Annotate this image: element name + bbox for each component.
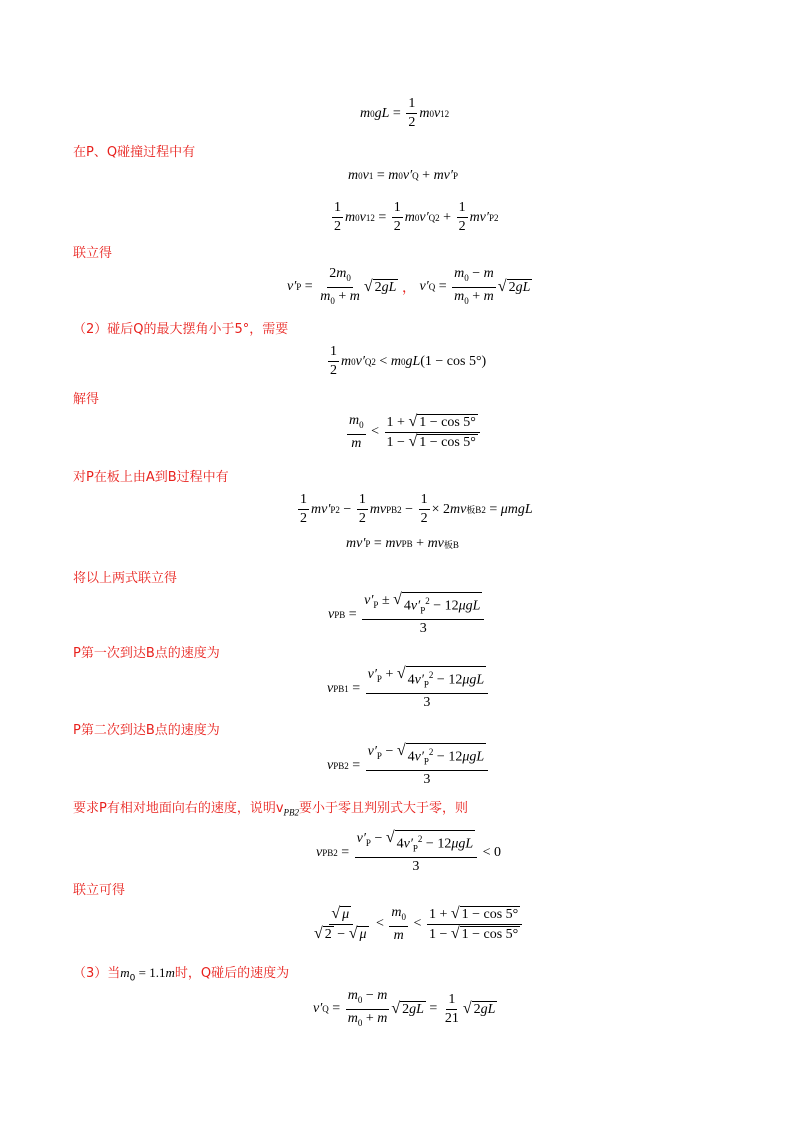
text-p-on-board: 对P在板上由A到B过程中有 <box>73 470 229 485</box>
equation-final-range: √ μ √ 2 − √ μ < $\frac{m_0}{m}$ < 1 + √ 1 − cos 5° 1 − √ 1 − cos 5° <box>310 905 524 944</box>
text-part3: （3）当$m_0 = 1.1m$时，Q碰后的速度为 <box>73 965 290 984</box>
equation-energy-board: $\frac{1}{2}$ mv′ P 2 − $\frac{1}{2}$ mv PB 2 − $\frac{1}{2}$ × 2 mv 板B 2 = μmgL <box>300 492 533 526</box>
equation-velocities: v′ P = $\frac{2m_0}{m_0 + m}$ √ 2gL ， v′ Q = $\frac{m_0 - m}{m_0 + m}$ √ 2gL <box>287 266 531 306</box>
equation-momentum-board: mv′ P = mv PB + mv 板B <box>346 536 459 551</box>
equation-energy-collision: $\frac{1}{2}$ m 0 v 1 2 = $\frac{1}{2}$ m 0 v′ Q 2 + $\frac{1}{2}$ mv′ P 2 <box>334 200 499 234</box>
equation-vpb1: v PB1 = $v'_P$ + √ $4v'_P^2 - 12\mu gL$ 3 <box>327 666 490 711</box>
equation-vpb2: v PB2 = $v'_P$ − √ $4v'_P^2 - 12\mu gL$ 3 <box>327 743 490 788</box>
equation-momentum: m 0 v 1 = m 0 v′ Q + mv′ P <box>348 168 458 183</box>
text-solve: 解得 <box>73 392 100 407</box>
equation-mass-ratio: $\frac{m_0}{m}$ < 1 + √ 1 − cos 5° 1 − √ 1 − cos 5° <box>345 413 482 452</box>
equation-energy-q: m 0 gL = $\frac{1}{2}$ m 0 v 1 2 <box>360 96 450 130</box>
text-first-reach: P第一次到达B点的速度为 <box>73 646 220 661</box>
text-part2: （2）碰后Q的最大摆角小于5°，需要 <box>73 322 289 337</box>
equation-vpb2-negative: v PB2 = $v'_P$ − √ $4v'_P^2 - 12\mu gL$ 3 < 0 <box>316 829 502 875</box>
text-combine-two: 将以上两式联立得 <box>73 571 178 586</box>
equation-q-velocity: v′ Q = $\frac{m_0 - m}{m_0 + m}$ √ 2gL = $\frac{1}{21}$ √ 2gL <box>313 988 496 1028</box>
equation-angle-condition: $\frac{1}{2}$ m 0 v′ Q 2 < m 0 gL (1 − cos 5°) <box>330 344 487 378</box>
text-requirement: 要求P有相对地面向右的速度，说明$v_{PB2}$要小于零且判别式大于零，则 <box>73 801 469 818</box>
equation-vpb: v PB = $v'_P$ ± √ $4v'_P^2 - 12\mu gL$ 3 <box>328 592 486 637</box>
text-second-reach: P第二次到达B点的速度为 <box>73 723 220 738</box>
text-combine-result: 联立可得 <box>73 883 126 898</box>
text-collision: 在P、Q碰撞过程中有 <box>73 145 196 160</box>
text-combine: 联立得 <box>73 246 113 261</box>
